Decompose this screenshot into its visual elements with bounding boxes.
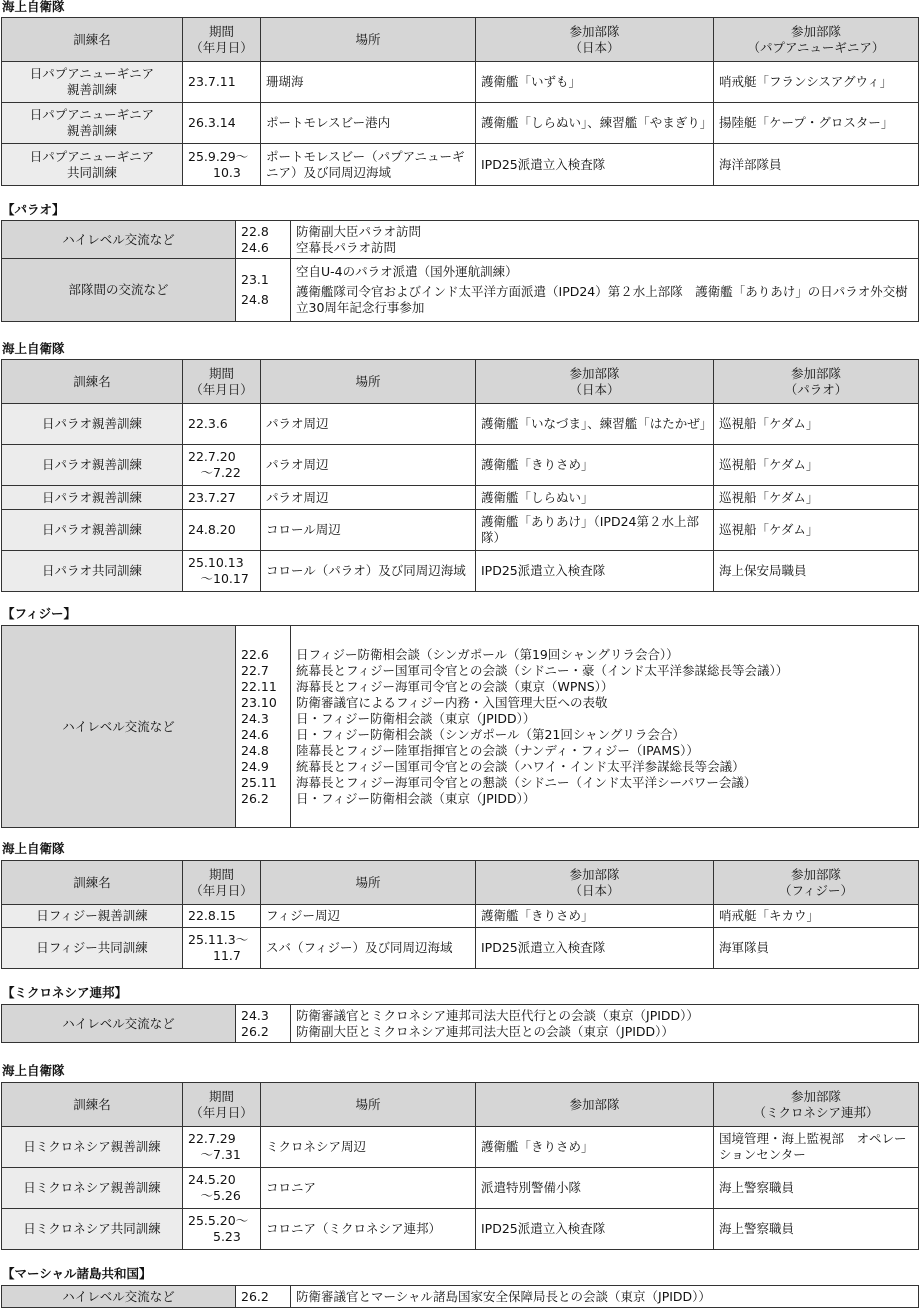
cell-japan: 護衛艦「しらぬい」、練習艦「やまぎり」 <box>476 103 714 144</box>
cell-name: 日パラオ親善訓練 <box>2 404 183 445</box>
cell-japan: 護衛艦「いなづま」、練習艦「はたかぜ」 <box>476 404 714 445</box>
event-text: 海幕長とフィジー海軍司令官との会談（東京（WPNS）） <box>296 678 614 694</box>
table-row <box>2 1209 919 1250</box>
cell-period: 25.10.13 ～10.17 <box>183 551 261 592</box>
cell-name: 日フィジー共同訓練 <box>2 928 183 969</box>
section-title: 海上自衛隊 <box>2 341 65 356</box>
date-cell <box>236 1005 291 1043</box>
cell-place: コロール周辺 <box>261 510 476 551</box>
cell-partner: 巡視船「ケダム」 <box>714 404 919 445</box>
event-date: 24.3 <box>241 1007 269 1023</box>
cell-place: 珊瑚海 <box>261 62 476 103</box>
column-header: 期間 （年月日） <box>183 360 261 404</box>
table-row <box>2 510 919 551</box>
cell-place: ポートモレスビー（パプアニューギニア）及び同周辺海域 <box>261 144 476 186</box>
category-cell: 部隊間の交流など <box>2 259 236 322</box>
cell-japan: 護衛艦「きりさめ」 <box>476 445 714 486</box>
cell-period: 22.3.6 <box>183 404 261 445</box>
cell-japan: 護衛艦「しらぬい」 <box>476 486 714 510</box>
date-cell <box>236 1286 291 1308</box>
cell-name: 日パラオ親善訓練 <box>2 445 183 486</box>
cell-place: ミクロネシア周辺 <box>261 1127 476 1168</box>
event-date: 23.1 <box>241 272 269 287</box>
event-date: 24.8 <box>241 742 269 758</box>
column-header: 参加部隊 （パプアニューギニア） <box>714 18 919 62</box>
column-header: 訓練名 <box>2 18 183 62</box>
section-title: 【フィジー】 <box>2 606 77 621</box>
header-row <box>2 1083 919 1127</box>
column-header: 場所 <box>261 18 476 62</box>
table-row <box>2 486 919 510</box>
exchange-table <box>1 625 919 828</box>
event-text: 護衛艦隊司令官およびインド太平洋方面派遣（IPD24）第２水上部隊 護衛艦「ありあけ」の日パラオ外交樹立30周年記念行事参加 <box>296 284 908 315</box>
event-text: 防衛審議官とミクロネシア連邦司法大臣代行との会談（東京（JPIDD）） <box>296 1007 699 1023</box>
event-date: 24.9 <box>241 758 269 774</box>
exchange-group-row <box>2 1005 919 1043</box>
cell-place: コロール（パラオ）及び同周辺海域 <box>261 551 476 592</box>
column-header: 参加部隊 （日本） <box>476 861 714 905</box>
event-date: 22.6 <box>241 646 269 662</box>
table-row <box>2 144 919 186</box>
event-cell <box>291 626 919 828</box>
column-header: 訓練名 <box>2 360 183 404</box>
event-text: 空自U-4のパラオ派遣（国外運航訓練） <box>296 264 518 279</box>
event-text: 日フィジー防衛相会談（シンガポール（第19回シャングリラ会合）） <box>296 646 679 662</box>
section-title: 【ミクロネシア連邦】 <box>2 985 128 1000</box>
event-date: 25.11 <box>241 774 277 790</box>
cell-period: 23.7.27 <box>183 486 261 510</box>
cell-period: 25.5.20～ 5.23 <box>183 1209 261 1250</box>
cell-japan: 護衛艦「ありあけ」（IPD24第２水上部隊） <box>476 510 714 551</box>
cell-place: ポートモレスビー港内 <box>261 103 476 144</box>
cell-period: 25.11.3～ 11.7 <box>183 928 261 969</box>
cell-period: 26.3.14 <box>183 103 261 144</box>
cell-period: 24.8.20 <box>183 510 261 551</box>
date-cell <box>236 221 291 259</box>
cell-japan: 護衛艦「きりさめ」 <box>476 905 714 928</box>
table-row <box>2 905 919 928</box>
event-date: 24.6 <box>241 239 269 255</box>
section-title: 【マーシャル諸島共和国】 <box>2 1266 152 1281</box>
event-text: 防衛副大臣パラオ訪問 <box>296 223 422 239</box>
column-header: 訓練名 <box>2 1083 183 1127</box>
event-date: 24.6 <box>241 726 269 742</box>
section-title: 海上自衛隊 <box>2 1063 65 1078</box>
column-header: 参加部隊 （日本） <box>476 360 714 404</box>
cell-partner: 海上保安局職員 <box>714 551 919 592</box>
cell-partner: 巡視船「ケダム」 <box>714 445 919 486</box>
event-text: 統幕長とフィジー国軍司令官との会談（ハワイ・インド太平洋参謀総長等会議） <box>296 758 745 774</box>
cell-place: コロニア（ミクロネシア連邦） <box>261 1209 476 1250</box>
cell-period: 22.8.15 <box>183 905 261 928</box>
cell-name: 日ミクロネシア共同訓練 <box>2 1209 183 1250</box>
event-cell <box>291 221 919 259</box>
table-row <box>2 62 919 103</box>
exchange-table <box>1 1285 919 1308</box>
section-title: 海上自衛隊 <box>2 0 65 14</box>
cell-place: スバ（フィジー）及び同周辺海域 <box>261 928 476 969</box>
header-row <box>2 861 919 905</box>
cell-period: 22.7.20 ～7.22 <box>183 445 261 486</box>
event-text: 海幕長とフィジー海軍司令官との懇談（シドニー（インド太平洋シーパワー会議） <box>296 774 757 790</box>
event-text: 統幕長とフィジー国軍司令官との会談（シドニー・豪（インド太平洋参謀総長等会議）） <box>296 662 789 678</box>
cell-partner: 巡視船「ケダム」 <box>714 510 919 551</box>
cell-place: パラオ周辺 <box>261 486 476 510</box>
category-cell: ハイレベル交流など <box>2 1005 236 1043</box>
event-text: 日・フィジー防衛相会談（東京（JPIDD）） <box>296 790 536 806</box>
column-header: 参加部隊 （ミクロネシア連邦） <box>714 1083 919 1127</box>
cell-japan: IPD25派遣立入検査隊 <box>476 928 714 969</box>
cell-period: 22.7.29 ～7.31 <box>183 1127 261 1168</box>
column-header: 参加部隊 <box>476 1083 714 1127</box>
cell-partner: 巡視船「ケダム」 <box>714 486 919 510</box>
event-cell <box>291 259 919 322</box>
section-title: 【パラオ】 <box>2 202 65 217</box>
cell-name: 日ミクロネシア親善訓練 <box>2 1168 183 1209</box>
exchange-table <box>1 220 919 322</box>
event-date: 26.2 <box>241 790 269 806</box>
column-header: 場所 <box>261 360 476 404</box>
table-row <box>2 928 919 969</box>
header-row <box>2 360 919 404</box>
training-table <box>1 1082 919 1250</box>
cell-place: パラオ周辺 <box>261 445 476 486</box>
table-row <box>2 1127 919 1168</box>
cell-name: 日パプアニューギニア 親善訓練 <box>2 103 183 144</box>
cell-name: 日フィジー親善訓練 <box>2 905 183 928</box>
category-cell: ハイレベル交流など <box>2 221 236 259</box>
column-header: 期間 （年月日） <box>183 18 261 62</box>
column-header: 場所 <box>261 861 476 905</box>
cell-partner: 揚陸艇「ケープ・グロスター」 <box>714 103 919 144</box>
event-date: 24.3 <box>241 710 269 726</box>
exchange-group-row <box>2 1286 919 1308</box>
cell-place: フィジー周辺 <box>261 905 476 928</box>
cell-partner: 国境管理・海上監視部 オペレーションセンター <box>714 1127 919 1168</box>
training-table <box>1 860 919 969</box>
event-text: 防衛副大臣とミクロネシア連邦司法大臣との会談（東京（JPIDD）） <box>296 1023 674 1039</box>
event-text: 防衛審議官とマーシャル諸島国家安全保障局長との会談（東京（JPIDD）） <box>296 1288 711 1304</box>
column-header: 期間 （年月日） <box>183 1083 261 1127</box>
event-text: 空幕長パラオ訪問 <box>296 239 397 255</box>
cell-name: 日パラオ親善訓練 <box>2 486 183 510</box>
cell-partner: 哨戒艇「キカウ」 <box>714 905 919 928</box>
section-title: 海上自衛隊 <box>2 841 65 856</box>
cell-name: 日パプアニューギニア 共同訓練 <box>2 144 183 186</box>
event-text: 防衛審議官によるフィジー内務・入国管理大臣への表敬 <box>296 694 608 710</box>
cell-japan: 護衛艦「きりさめ」 <box>476 1127 714 1168</box>
cell-japan: 派遣特別警備小隊 <box>476 1168 714 1209</box>
category-cell: ハイレベル交流など <box>2 1286 236 1308</box>
cell-partner: 哨戒艇「フランシスアグウィ」 <box>714 62 919 103</box>
category-cell: ハイレベル交流など <box>2 626 236 828</box>
event-date: 24.8 <box>241 292 269 307</box>
column-header: 場所 <box>261 1083 476 1127</box>
column-header: 参加部隊 （フィジー） <box>714 861 919 905</box>
header-row <box>2 18 919 62</box>
cell-period: 25.9.29～ 10.3 <box>183 144 261 186</box>
cell-place: コロニア <box>261 1168 476 1209</box>
cell-name: 日パラオ親善訓練 <box>2 510 183 551</box>
exchange-group-row <box>2 259 919 322</box>
event-cell <box>291 1286 919 1308</box>
event-date: 22.8 <box>241 223 269 239</box>
training-table <box>1 17 919 186</box>
event-text: 日・フィジー防衛相会談（東京（JPIDD）） <box>296 710 536 726</box>
event-date: 22.11 <box>241 678 277 694</box>
table-row <box>2 404 919 445</box>
column-header: 期間 （年月日） <box>183 861 261 905</box>
event-date: 26.2 <box>241 1023 269 1039</box>
cell-place: パラオ周辺 <box>261 404 476 445</box>
table-row <box>2 445 919 486</box>
cell-name: 日パプアニューギニア 親善訓練 <box>2 62 183 103</box>
column-header: 参加部隊 （パラオ） <box>714 360 919 404</box>
cell-partner: 海軍隊員 <box>714 928 919 969</box>
event-cell <box>291 1005 919 1043</box>
cell-partner: 海洋部隊員 <box>714 144 919 186</box>
cell-name: 日パラオ共同訓練 <box>2 551 183 592</box>
cell-partner: 海上警察職員 <box>714 1209 919 1250</box>
cell-period: 24.5.20 ～5.26 <box>183 1168 261 1209</box>
exchange-table <box>1 1004 919 1043</box>
table-row <box>2 1168 919 1209</box>
column-header: 訓練名 <box>2 861 183 905</box>
cell-japan: 護衛艦「いずも」 <box>476 62 714 103</box>
cell-japan: IPD25派遣立入検査隊 <box>476 551 714 592</box>
event-date: 22.7 <box>241 662 269 678</box>
column-header: 参加部隊 （日本） <box>476 18 714 62</box>
event-text: 日・フィジー防衛相会談（シンガポール（第21回シャングリラ会合） <box>296 726 685 742</box>
cell-japan: IPD25派遣立入検査隊 <box>476 144 714 186</box>
cell-partner: 海上警察職員 <box>714 1168 919 1209</box>
table-row <box>2 103 919 144</box>
exchange-group-row <box>2 221 919 259</box>
event-date: 23.10 <box>241 694 277 710</box>
event-date: 26.2 <box>241 1288 269 1304</box>
table-row <box>2 551 919 592</box>
cell-name: 日ミクロネシア親善訓練 <box>2 1127 183 1168</box>
training-table <box>1 359 919 592</box>
cell-period: 23.7.11 <box>183 62 261 103</box>
date-cell <box>236 626 291 828</box>
date-cell <box>236 259 291 322</box>
exchange-group-row <box>2 626 919 828</box>
event-text: 陸幕長とフィジー陸軍指揮官との会談（ナンディ・フィジー（IPAMS）） <box>296 742 699 758</box>
cell-japan: IPD25派遣立入検査隊 <box>476 1209 714 1250</box>
